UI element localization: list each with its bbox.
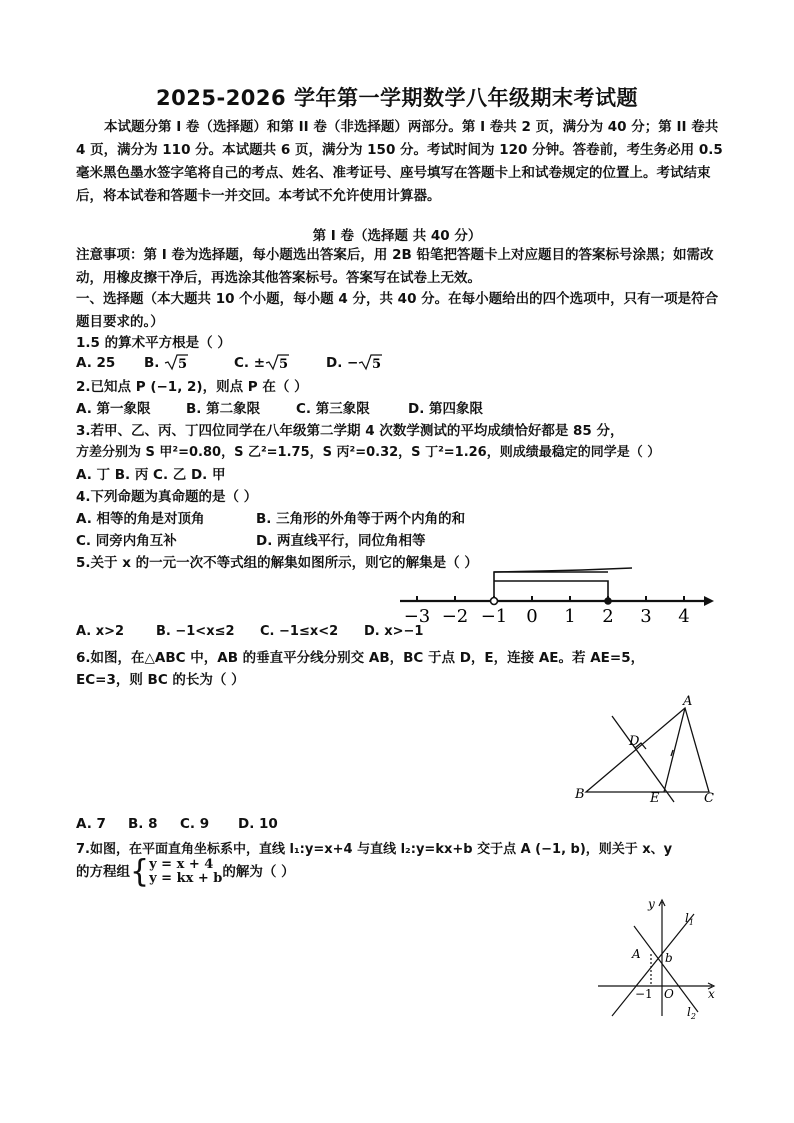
intro-paragraph: 本试题分第 I 卷（选择题）和第 II 卷（非选择题）两部分。第 I 卷共 2 页，满分为 40 分；第 II 卷共 4 页，满分为 110 分。本试题共 6 页，满分为 150 分。考试时间为 120 分钟。答卷前，考生务必用 0.5 毫米黑色墨水签字笔将自己的考点、姓名、准考证号、座号填写在答题卡上和试卷规定的位置上。考试结束后，将本试卷和答题卡一并交回。本考试不允许使用计算器。 <box>76 119 723 204</box>
label-l1 <box>685 911 694 927</box>
triangle-abc <box>586 708 709 792</box>
q1-stem: 1.5 的算术平方根是（ ） <box>76 335 231 351</box>
q1-option-b-radicand: 5 <box>178 357 188 371</box>
label-neg1: −1 <box>635 987 653 1001</box>
q7-stem-1: 7.如图，在平面直角坐标系中，直线 l₁:y=x+4 与直线 l₂:y=kx+b 交于点 A (−1, b)，则关于 x、y <box>76 842 673 857</box>
label-e: E <box>650 791 660 806</box>
brace-icon: { <box>130 853 150 890</box>
sqrt-icon <box>358 353 382 371</box>
q4-options-row2 <box>76 529 426 549</box>
label-l2-letter: l <box>687 1005 691 1019</box>
equation-1: y = x + 4 <box>149 857 214 872</box>
q6-option-d: D. 10 <box>238 816 278 832</box>
tick-label: 3 <box>640 606 652 627</box>
q5-option-d: D. x>−1 <box>364 624 424 639</box>
label-point-a: A <box>632 947 641 961</box>
q1-option-c-label: C. ± <box>234 355 266 371</box>
tick-label: −3 <box>403 606 431 627</box>
q6-option-a: A. 7 <box>76 816 106 832</box>
left-bound-bracket <box>494 572 608 601</box>
part1-heading: 一、选择题（本大题共 10 个小题，每小题 4 分，共 40 分。在每小题给出的四个选项中，只有一项是符合题目要求的。） <box>76 291 719 330</box>
segment-ae <box>664 708 685 792</box>
q4-option-c: C. 同旁内角互补 <box>76 533 177 549</box>
right-bound-bracket <box>494 581 608 601</box>
label-origin: O <box>664 987 674 1001</box>
label-x: x <box>708 987 715 1001</box>
tick-label: −1 <box>480 606 508 627</box>
tick-label: 1 <box>564 606 576 627</box>
sqrt-icon <box>164 353 188 371</box>
section-title: 第 I 卷（选择题 共 40 分） <box>312 228 482 244</box>
label-b: b <box>665 951 673 965</box>
q6-stem-2: EC=3，则 BC 的长为（ ） <box>76 672 245 688</box>
q1-option-c-radicand: 5 <box>279 357 289 371</box>
open-circle-icon <box>491 598 498 605</box>
tick-label: 0 <box>526 606 538 627</box>
label-b: B <box>575 787 585 802</box>
label-l2-sub: 2 <box>690 1012 696 1021</box>
q1-option-b-label: B. <box>144 355 165 371</box>
q5-option-b: B. −1<x≤2 <box>156 624 235 639</box>
number-line-figure <box>392 562 722 628</box>
equation-system <box>149 858 222 886</box>
notice-paragraph: 注意事项：第 I 卷为选择题，每小题选出答案后，用 2B 铅笔把答题卡上对应题目的答案标号涂黑；如需改动，用橡皮擦干净后，再选涂其他答案标号。答案写在试卷上无效。 <box>76 247 714 286</box>
label-d: D <box>629 734 640 749</box>
label-l1-letter: l <box>685 911 689 925</box>
q7-stem-2-post: 的解为（ ） <box>222 864 295 880</box>
equation-2: y = kx + b <box>149 871 223 886</box>
q2-options <box>76 397 483 417</box>
q4-option-d: D. 两直线平行，同位角相等 <box>256 533 426 549</box>
q4-option-b: B. 三角形的外角等于两个内角的和 <box>256 511 466 527</box>
q6-option-b: B. 8 <box>128 816 158 832</box>
q3-stem-1: 3.若甲、乙、丙、丁四位同学在八年级第二学期 4 次数学测试的平均成绩恰好都是 85 分， <box>76 423 624 439</box>
q7-stem-2-pre: 的方程组 <box>76 864 130 880</box>
q1-option-d-label: D. − <box>326 355 359 371</box>
q1-options <box>76 353 382 371</box>
q3-stem-2: 方差分别为 S 甲²=0.80，S 乙²=1.75，S 丙²=0.32，S 丁²=1.26，则成绩最稳定的同学是（ ） <box>76 445 661 460</box>
tick-label: 2 <box>602 606 614 627</box>
label-y: y <box>648 897 655 911</box>
q1-option-d <box>326 353 382 371</box>
q6-option-c: C. 9 <box>180 816 210 832</box>
q2-option-c: C. 第三象限 <box>296 401 370 417</box>
q1-option-b <box>144 353 234 371</box>
q5-option-c: C. −1≤x<2 <box>260 624 339 639</box>
q5-stem: 5.关于 x 的一元一次不等式组的解集如图所示，则它的解集是（ ） <box>76 555 478 571</box>
q4-option-a: A. 相等的角是对顶角 <box>76 511 205 527</box>
label-l1-sub: 1 <box>688 918 694 927</box>
q5-options <box>76 624 423 639</box>
q7-stem-2 <box>76 853 295 890</box>
q4-stem: 4.下列命题为真命题的是（ ） <box>76 489 258 505</box>
triangle-figure <box>572 694 732 810</box>
q5-option-a: A. x>2 <box>76 624 125 639</box>
line-l1 <box>612 914 694 1016</box>
q4-options-row1 <box>76 507 465 527</box>
sqrt-icon <box>265 353 289 371</box>
q2-option-b: B. 第二象限 <box>186 401 261 417</box>
q2-stem: 2.已知点 P (−1, 2)，则点 P 在（ ） <box>76 379 308 395</box>
q2-option-d: D. 第四象限 <box>408 401 484 417</box>
q6-options <box>76 816 278 832</box>
q1-option-d-radicand: 5 <box>372 357 382 371</box>
axis-arrow-icon <box>704 596 714 606</box>
q1-option-a: A. 25 <box>76 355 116 371</box>
filled-circle-icon <box>604 597 612 605</box>
q1-option-c <box>234 353 326 371</box>
label-c: C <box>704 791 714 806</box>
tick-label: −2 <box>441 606 469 627</box>
q2-option-a: A. 第一象限 <box>76 401 151 417</box>
exam-title: 2025-2026 学年第一学期数学八年级期末考试题 <box>156 86 638 110</box>
q3-options: A. 丁 B. 丙 C. 乙 D. 甲 <box>76 467 226 483</box>
tick-label: 4 <box>678 606 690 627</box>
coordinate-figure <box>590 892 730 1022</box>
q6-stem-1: 6.如图，在△ABC 中，AB 的垂直平分线分别交 AB，BC 于点 D，E，连接 AE。若 AE=5， <box>76 650 645 666</box>
label-a: A <box>683 694 693 709</box>
